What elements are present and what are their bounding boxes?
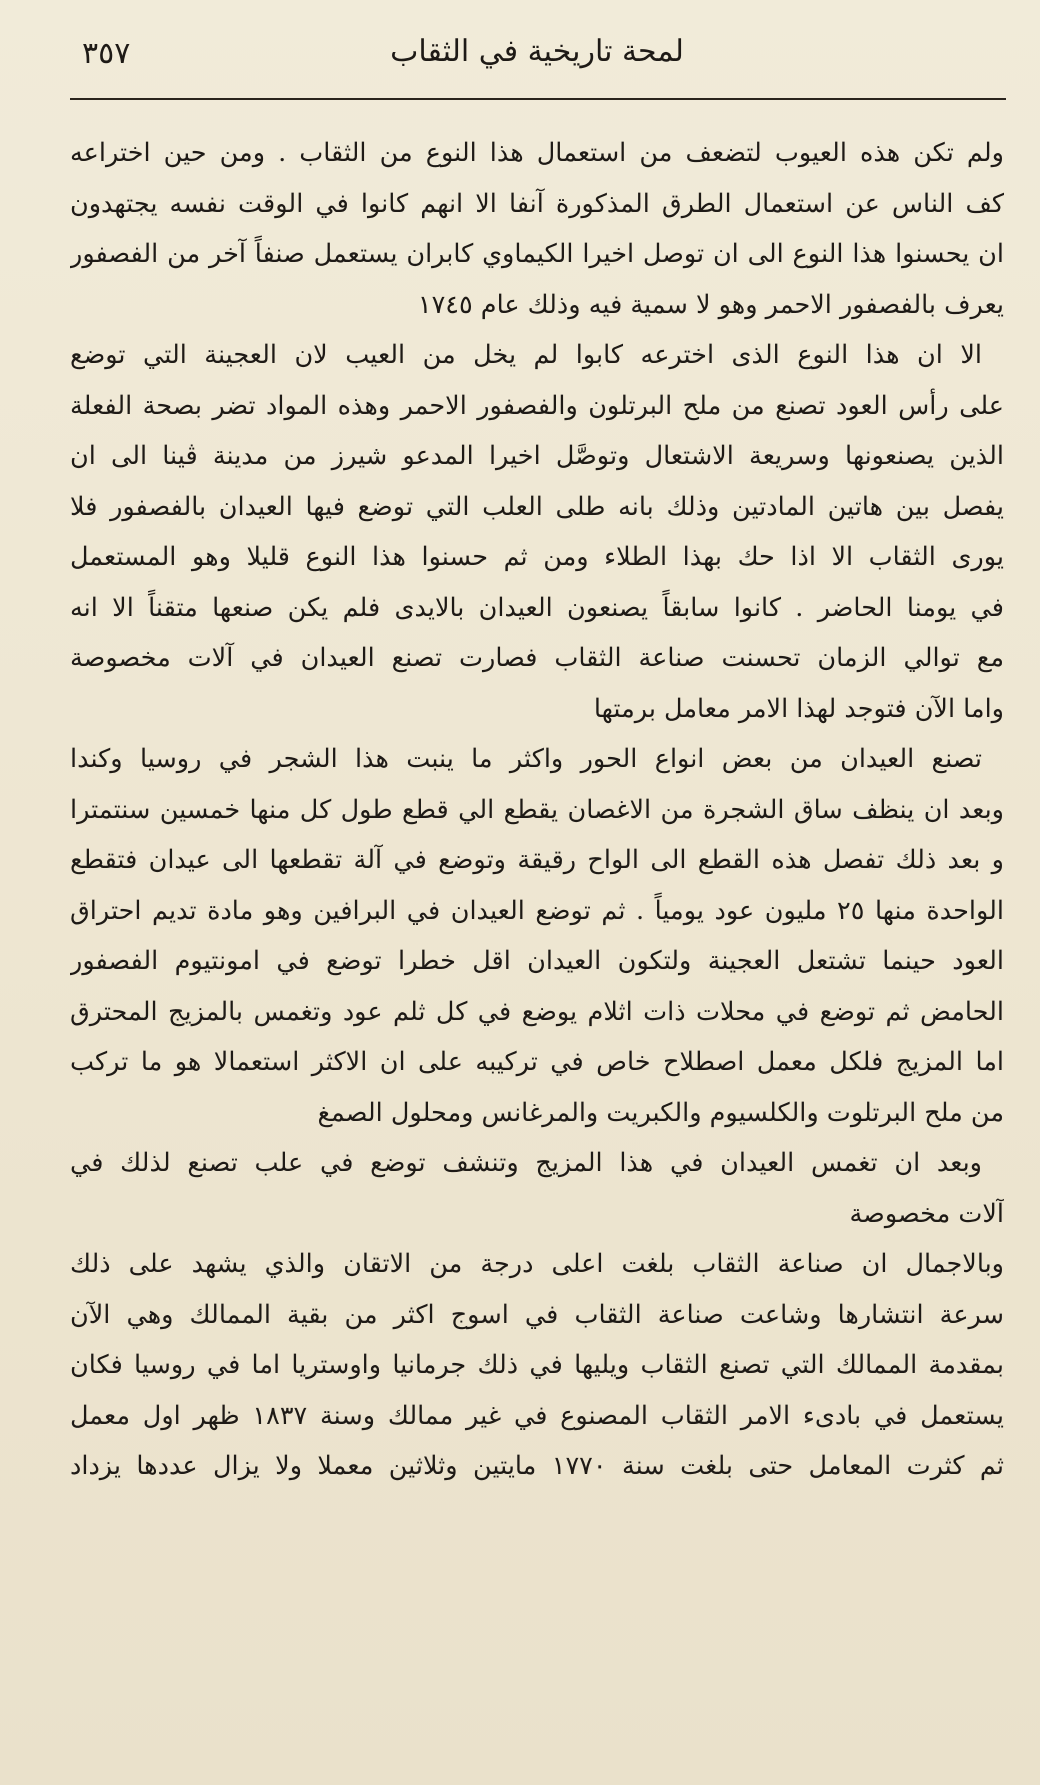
text-line: ولم تكن هذه العيوب لتضعف من استعمال هذا النوع من الثقاب . ومن حين اختراعه (70, 138, 1004, 168)
text-line: وبالاجمال ان صناعة الثقاب بلغت اعلى درجة من الاتقان والذي يشهد على ذلك (70, 1249, 1004, 1279)
page-number: ٣٥٧ (82, 36, 131, 71)
text-line: في يومنا الحاضر . كانوا سابقاً يصنعون العيدان بالايدى فلم يكن صنعها متقناً الا انه (70, 592, 1004, 623)
text-line: سرعة انتشارها وشاعت صناعة الثقاب في اسوج اكثر من بقية الممالك وهي الآن (70, 1299, 1004, 1330)
text-line: ثم كثرت المعامل حتى بلغت سنة ١٧٧٠ مايتين وثلاثين معملا ولا يزال عددها يزداد (70, 1451, 1004, 1481)
page-header (70, 30, 1004, 92)
text-line: من ملح البرتلوت والكلسيوم والكبريت والمرغانس ومحلول الصمغ (317, 1097, 1004, 1128)
paragraph-5 (70, 1239, 1004, 1492)
text-line: تصنع العيدان من بعض انواع الحور واكثر ما ينبت هذا الشجر في روسيا وكندا (70, 744, 982, 774)
text-line: بمقدمة الممالك التي تصنع الثقاب ويليها في ذلك جرمانيا واوستريا اما في روسيا فكان (70, 1350, 1004, 1380)
text-line: الواحدة منها ٢٥ مليون عود يومياً . ثم توضع العيدان في البرافين وهو مادة تديم احتراق (70, 895, 1004, 926)
running-title: لمحة تاريخية في الثقاب (390, 34, 684, 69)
text-line: وبعد ان تغمس العيدان في هذا المزيج وتنشف توضع في علب تصنع لذلك في (70, 1148, 982, 1178)
text-line: مع توالي الزمان تحسنت صناعة الثقاب فصارت تصنع العيدان في آلات مخصوصة (70, 643, 1004, 673)
text-line: يفصل بين هاتين المادتين وذلك بانه طلى العلب التي توضع فيها العيدان بالفصفور فلا (70, 491, 1004, 522)
text-line: ان يحسنوا هذا النوع الى ان توصل اخيرا الكيماوي كابران يستعمل صنفاً آخر من الفصفور (70, 239, 1004, 269)
text-line: يعرف بالفصفور الاحمر وهو لا سمية فيه وذلك عام ١٧٤٥ (417, 289, 1004, 320)
paragraph-1 (70, 128, 1004, 330)
text-line: وبعد ان ينظف ساق الشجرة من الاغصان يقطع الي قطع طول كل منها خمسين سنتمترا (70, 794, 1004, 825)
text-line: الذين يصنعونها وسريعة الاشتعال وتوصَّل اخيرا المدعو شيرز من مدينة ڤينا الى ان (70, 441, 1004, 471)
text-line: على رأس العود تصنع من ملح البرتلون والفصفور الاحمر وهذه المواد تضر بصحة الفعلة (70, 390, 1004, 421)
paragraph-3 (70, 734, 1004, 1138)
text-line: آلات مخصوصة (849, 1198, 1004, 1229)
text-line: واما الآن فتوجد لهذا الامر معامل برمتها (593, 693, 1004, 724)
text-line: الا ان هذا النوع الذى اخترعه كابوا لم يخل من العيب لان العجينة التي توضع (70, 340, 982, 370)
text-line: اما المزيج فلكل معمل اصطلاح خاص في تركيبه على ان الاكثر استعمالا هو ما تركب (70, 1047, 1004, 1077)
header-rule (70, 98, 1006, 100)
text-line: يورى الثقاب الا اذا حك بهذا الطلاء ومن ثم حسنوا هذا النوع قليلا وهو المستعمل (70, 542, 1004, 572)
paragraph-4 (70, 1138, 1004, 1239)
text-line: يستعمل في بادىء الامر الثقاب المصنوع في غير ممالك وسنة ١٨٣٧ ظهر اول معمل (70, 1400, 1004, 1431)
text-line: كف الناس عن استعمال الطرق المذكورة آنفا الا انهم كانوا في الوقت نفسه يجتهدون (70, 188, 1004, 219)
text-line: العود حينما تشتعل العجينة ولتكون العيدان اقل خطرا توضع في امونتيوم الفصفور (70, 946, 1004, 976)
text-line: و بعد ذلك تفصل هذه القطع الى الواح رقيقة وتوضع في آلة تقطعها الى عيدان فتقطع (70, 845, 1004, 875)
paragraph-2 (70, 330, 1004, 734)
body-text (70, 128, 1004, 1492)
text-line: الحامض ثم توضع في محلات ذات اثلام يوضع في كل ثلم عود وتغمس بالمزيج المحترق (70, 996, 1004, 1027)
